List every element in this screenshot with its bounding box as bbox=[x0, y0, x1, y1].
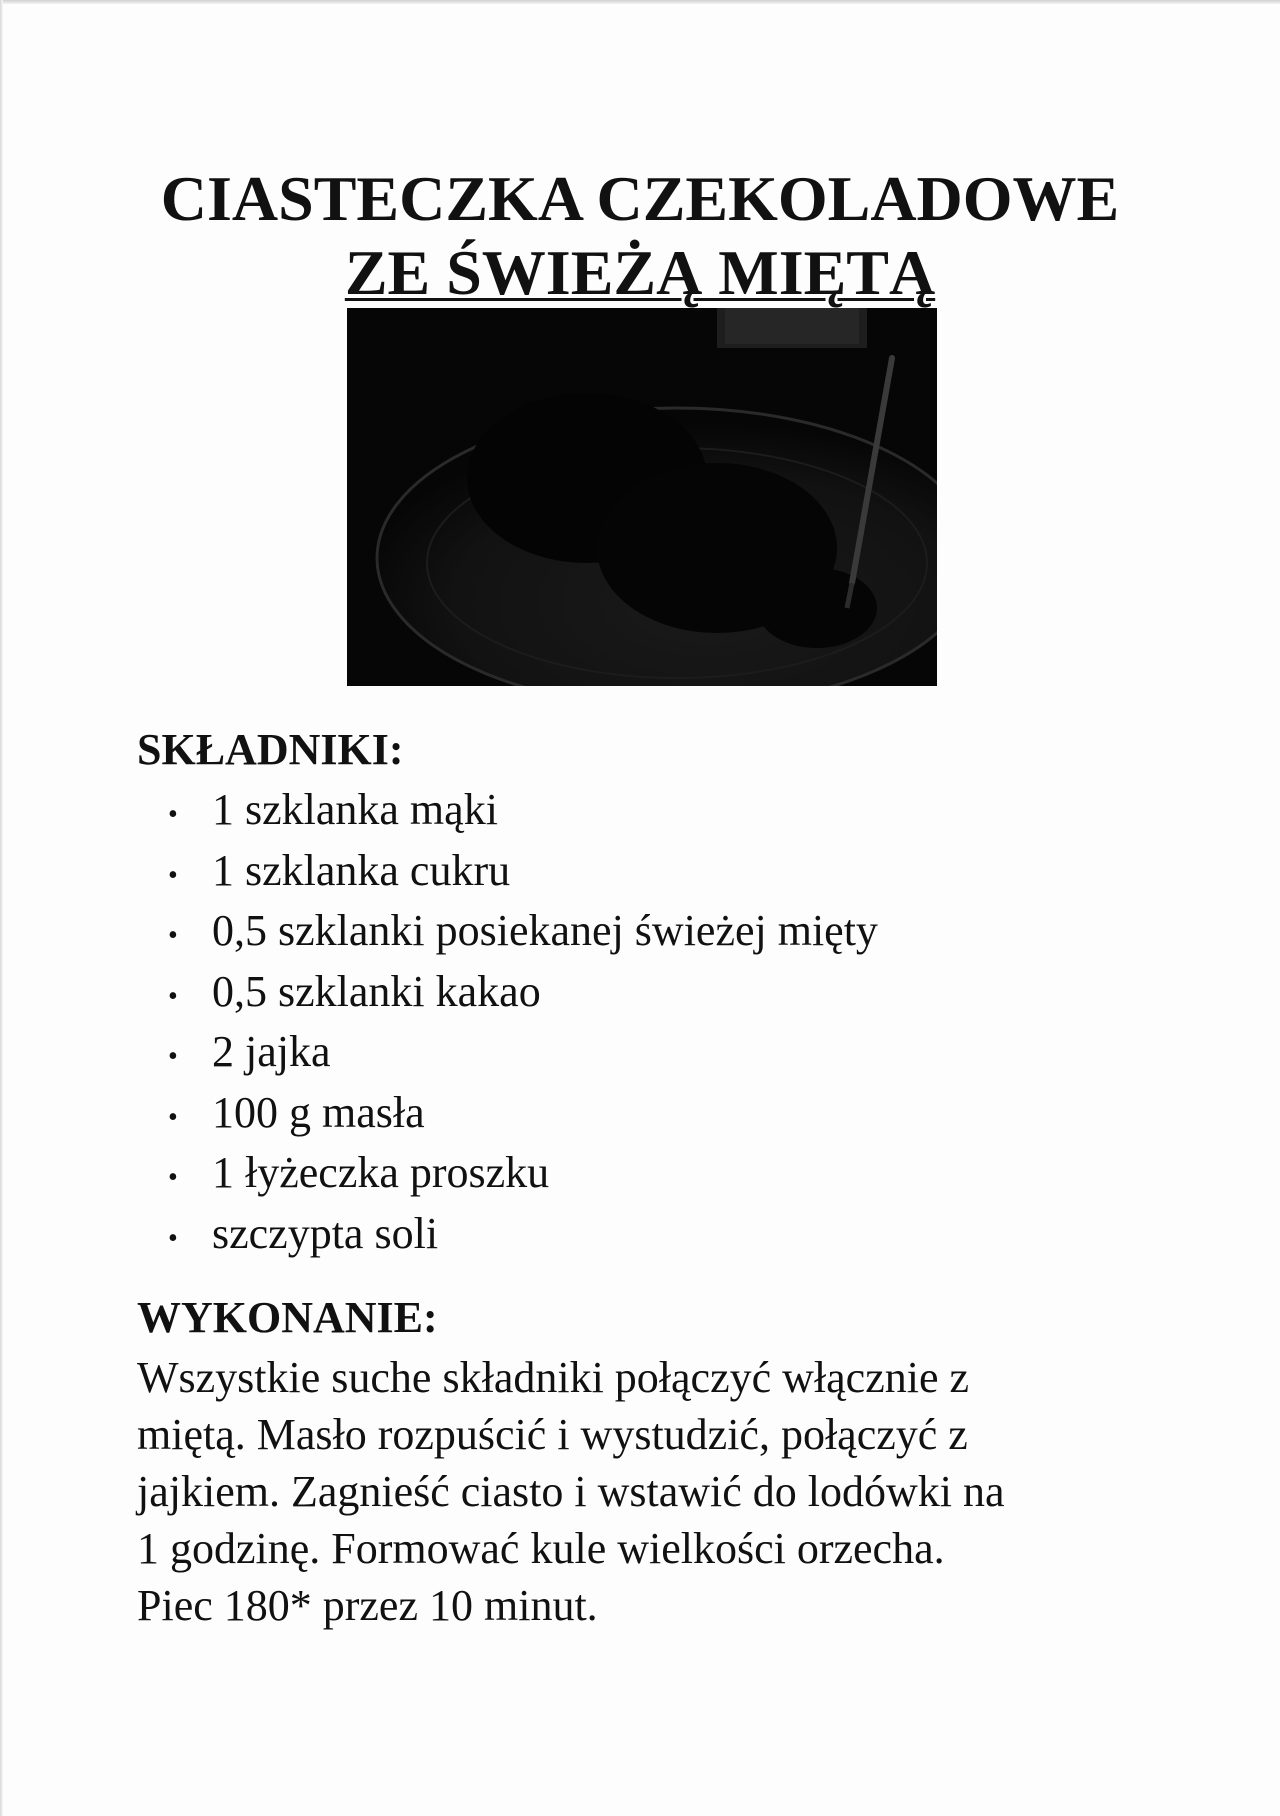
bullet-icon: • bbox=[168, 859, 178, 891]
ingredient-text: 1 szklanka mąki bbox=[212, 785, 498, 834]
list-item bbox=[168, 1204, 878, 1265]
list-item bbox=[168, 1022, 878, 1083]
method-heading: WYKONANIE: bbox=[137, 1293, 438, 1342]
method-line: 1 godzinę. Formować kule wielkości orzecha. bbox=[137, 1524, 945, 1573]
cookies-photo-icon bbox=[347, 308, 937, 686]
bullet-icon: • bbox=[168, 1101, 178, 1133]
list-item bbox=[168, 780, 878, 841]
ingredient-text: 2 jajka bbox=[212, 1027, 331, 1076]
bullet-icon: • bbox=[168, 920, 178, 951]
ingredient-text: 1 szklanka cukru bbox=[212, 845, 511, 895]
recipe-title bbox=[0, 162, 1280, 310]
method-line: Wszystkie suche składniki połączyć włącznie z bbox=[137, 1353, 970, 1402]
bullet-icon: • bbox=[168, 980, 178, 1012]
list-item bbox=[168, 1083, 878, 1144]
ingredient-text: 0,5 szklanki posiekanej świeżej mięty bbox=[212, 906, 878, 955]
ingredients-heading: SKŁADNIKI: bbox=[137, 725, 404, 774]
cookies-photo bbox=[347, 308, 937, 686]
bullet-icon: • bbox=[168, 1041, 178, 1072]
method-line: jajkiem. Zagnieść ciasto i wstawić do lodówki na bbox=[137, 1467, 1005, 1516]
bullet-icon: • bbox=[168, 1162, 178, 1193]
method-line: miętą. Masło rozpuścić i wystudzić, połączyć z bbox=[137, 1410, 968, 1459]
list-item bbox=[168, 1143, 878, 1204]
ingredient-text: 0,5 szklanki kakao bbox=[212, 966, 541, 1016]
list-item bbox=[168, 962, 878, 1023]
list-item bbox=[168, 901, 878, 962]
list-item bbox=[168, 841, 878, 902]
method-paragraph bbox=[137, 1349, 1177, 1634]
method-line: Piec 180* przez 10 minut. bbox=[137, 1581, 598, 1630]
ingredient-text: szczypta soli bbox=[212, 1208, 439, 1258]
bullet-icon: • bbox=[168, 1222, 178, 1254]
ingredient-text: 100 g masła bbox=[212, 1087, 425, 1137]
title-line-1: CIASTECZKA CZEKOLADOWE bbox=[160, 163, 1120, 234]
ingredients-list bbox=[168, 780, 878, 1264]
ingredient-text: 1 łyżeczka proszku bbox=[212, 1148, 550, 1197]
bullet-icon: • bbox=[168, 799, 178, 830]
title-line-2: ZE ŚWIEŻĄ MIĘTĄ bbox=[344, 237, 936, 308]
